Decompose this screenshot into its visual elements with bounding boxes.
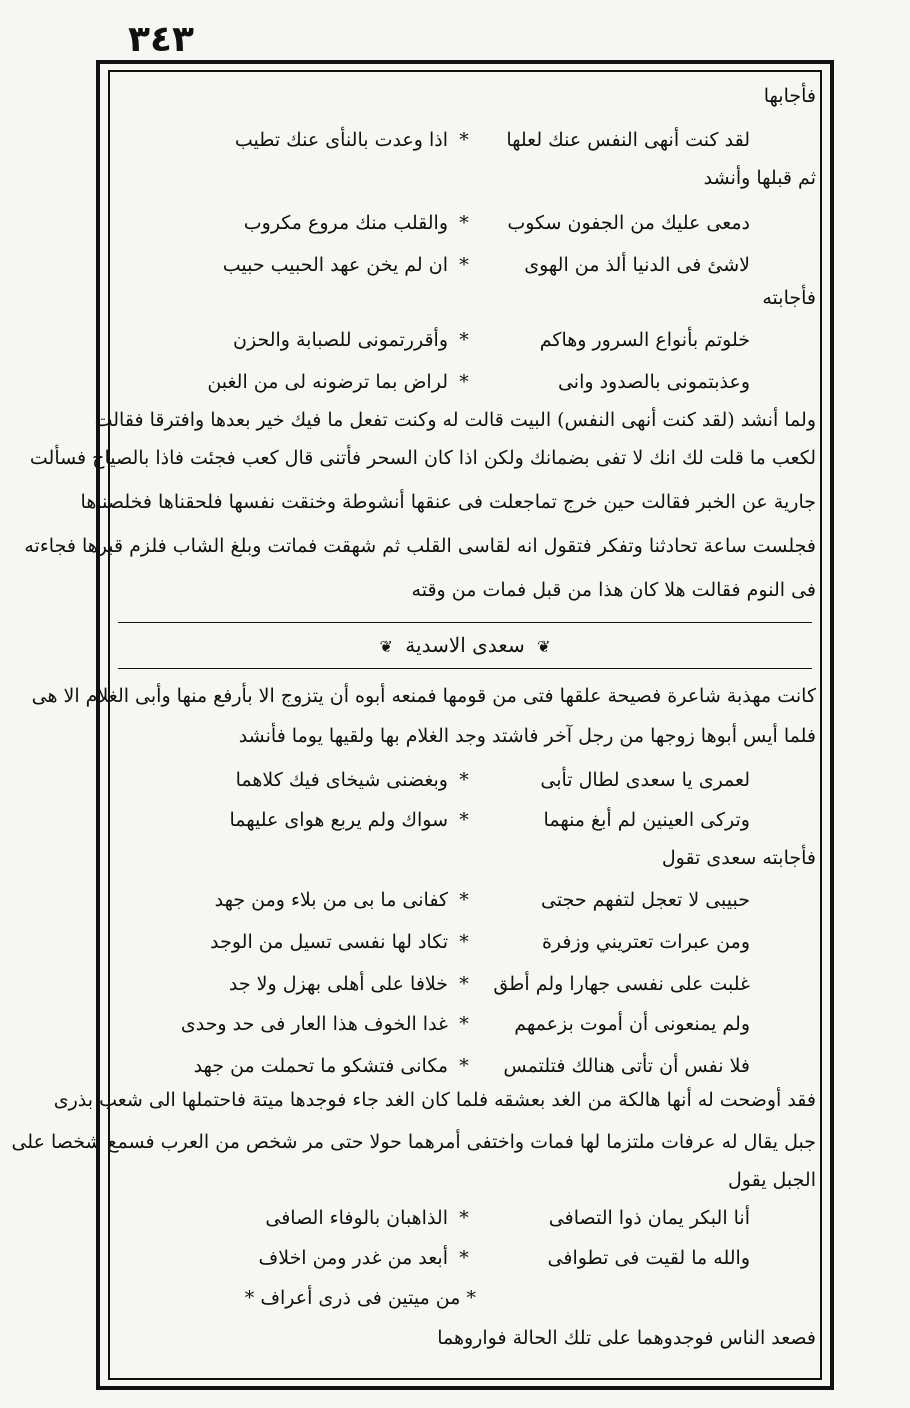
hemistich-first: لاشئ فى الدنيا ألذ من الهوى bbox=[524, 254, 750, 276]
hemistich-second: والقلب منك مروع مكروب bbox=[243, 212, 448, 234]
hemistich-first: أنا البكر يمان ذوا التصافى bbox=[548, 1207, 750, 1229]
prose-line: فقد أوضحت له أنها هالكة من الغد بعشقه فلما كان الغد جاء فوجدها ميتة فاحتملها الى شعب بذرى bbox=[53, 1089, 816, 1111]
section-heading bbox=[114, 632, 816, 658]
verse-separator: * bbox=[459, 889, 469, 911]
verse-line bbox=[114, 768, 816, 796]
ornament-icon: ❦ bbox=[379, 637, 393, 656]
hemistich-second: اذا وعدت بالنأى عنك تطيب bbox=[234, 129, 448, 151]
verse-line bbox=[114, 972, 816, 1000]
prose-line: فجلست ساعة تحادثنا وتفكر فتقول انه لقاسى القلب ثم شهقت فماتت وبلغ الشاب فلزم قبرها فجاءته bbox=[24, 535, 816, 557]
closing-line: فصعد الناس فوجدوهما على تلك الحالة فواروهما bbox=[437, 1327, 816, 1349]
page-content bbox=[11, 78, 816, 1378]
verse-separator: * bbox=[459, 1055, 469, 1077]
verse-line bbox=[114, 1012, 816, 1040]
hemistich-single: من ميتين فى ذرى أعراف bbox=[260, 1287, 461, 1309]
section-rule-bottom bbox=[118, 668, 812, 669]
verse-separator: * bbox=[244, 1287, 255, 1309]
ornament-icon: ❦ bbox=[537, 637, 551, 656]
prose-line: ولما أنشد (لقد كنت أنهى النفس) البيت قالت له وكنت تفعل ما فيك خير بعدها وافترقا فقالت bbox=[94, 409, 816, 431]
verse-line bbox=[114, 253, 816, 281]
hemistich-second: سواك ولم يربع هواى عليهما bbox=[229, 809, 448, 831]
prose-line: فى النوم فقالت هلا كان هذا من قبل فمات من وقته bbox=[411, 579, 816, 601]
verse-separator: * bbox=[459, 809, 469, 831]
intro-line: ثم قبلها وأنشد bbox=[703, 167, 816, 189]
hemistich-first: غلبت على نفسى جهارا ولم أطق bbox=[493, 973, 750, 995]
hemistich-first: دمعى عليك من الجفون سكوب bbox=[507, 212, 750, 234]
hemistich-first: لعمرى يا سعدى لطال تأبى bbox=[540, 769, 750, 791]
hemistich-second: تكاد لها نفسى تسيل من الوجد bbox=[210, 931, 448, 953]
hemistich-first: فلا نفس أن تأتى هنالك فتلتمس bbox=[503, 1055, 750, 1077]
hemistich-first: لقد كنت أنهى النفس عنك لعلها bbox=[506, 129, 750, 151]
verse-separator: * bbox=[459, 254, 469, 276]
page-number: ٣٤٣ bbox=[128, 19, 194, 60]
hemistich-second: كفانى ما بى من بلاء ومن جهد bbox=[214, 889, 448, 911]
verse-separator: * bbox=[459, 931, 469, 953]
prose-line: كانت مهذبة شاعرة فصيحة علقها فتى من قومها فمنعه أبوه أن يتزوج الا بأرفع منها وأبى الغلام الا هى bbox=[31, 685, 816, 707]
verse-separator: * bbox=[459, 1013, 469, 1035]
hemistich-first: وتركى العينين لم أبغ منهما bbox=[543, 809, 750, 831]
hemistich-second: أبعد من غدر ومن اخلاف bbox=[258, 1247, 448, 1269]
verse-separator: * bbox=[459, 1207, 469, 1229]
verse-line bbox=[114, 808, 816, 836]
verse-line bbox=[114, 211, 816, 239]
verse-separator: * bbox=[459, 769, 469, 791]
verse-separator: * bbox=[466, 1287, 476, 1309]
section-title: سعدى الاسدية bbox=[405, 633, 525, 657]
verse-line bbox=[114, 1246, 816, 1274]
verse-line bbox=[114, 128, 816, 156]
hemistich-first: وعذبتمونى بالصدود وانى bbox=[557, 371, 750, 393]
hemistich-second: غدا الخوف هذا العار فى حد وحدى bbox=[180, 1013, 448, 1035]
hemistich-second: وبغضنى شيخاى فيك كلاهما bbox=[235, 769, 448, 791]
hemistich-second: الذاهبان بالوفاء الصافى bbox=[265, 1207, 448, 1229]
verse-line-single bbox=[245, 1286, 476, 1311]
intro-line: فأجابته سعدى تقول bbox=[661, 847, 816, 869]
verse-line bbox=[114, 930, 816, 958]
section-rule-top bbox=[118, 622, 812, 623]
verse-line bbox=[114, 1054, 816, 1082]
verse-line bbox=[114, 888, 816, 916]
verse-separator: * bbox=[459, 129, 469, 151]
verse-separator: * bbox=[459, 973, 469, 995]
hemistich-second: وأقررتمونى للصبابة والحزن bbox=[233, 329, 448, 351]
hemistich-second: لراض بما ترضونه لى من الغبن bbox=[207, 371, 448, 393]
intro-line: فأجابها bbox=[763, 85, 816, 107]
prose-line: الجبل يقول bbox=[727, 1169, 816, 1191]
hemistich-first: ومن عبرات تعتريني وزفرة bbox=[541, 931, 750, 953]
verse-line bbox=[114, 370, 816, 398]
hemistich-first: حبيبى لا تعجل لتفهم حجتى bbox=[541, 889, 750, 911]
verse-separator: * bbox=[459, 1247, 469, 1269]
hemistich-first: ولم يمنعونى أن أموت بزعمهم bbox=[514, 1013, 750, 1035]
hemistich-second: مكانى فتشكو ما تحملت من جهد bbox=[193, 1055, 448, 1077]
intro-line: فأجابته bbox=[762, 287, 816, 309]
hemistich-second: خلافا على أهلى بهزل ولا جد bbox=[228, 973, 448, 995]
prose-line: فلما أيس أبوها زوجها من رجل آخر فاشتد وجد الغلام بها ولقيها يوما فأنشد bbox=[238, 725, 816, 747]
hemistich-first: والله ما لقيت فى تطوافى bbox=[547, 1247, 750, 1269]
verse-separator: * bbox=[459, 212, 469, 234]
prose-line: جارية عن الخبر فقالت حين خرج تماجعلت فى عنقها أنشوطة وخنقت نفسها فلحقناها فخلصناها bbox=[80, 491, 816, 513]
verse-line bbox=[114, 328, 816, 356]
hemistich-first: خلوتم بأنواع السرور وهاكم bbox=[539, 329, 750, 351]
verse-separator: * bbox=[459, 371, 469, 393]
hemistich-second: ان لم يخن عهد الحبيب حبيب bbox=[222, 254, 448, 276]
prose-line: لكعب ما قلت لك انك لا تفى بضمانك ولكن اذا كان السحر فأتنى قال كعب فجئت فاذا بالصياح فسألت bbox=[29, 447, 816, 469]
prose-line: جبل يقال له عرفات ملتزما لها فمات واختفى أمرهما حولا حتى مر شخص من العرب فسمع شخصا على bbox=[11, 1131, 816, 1153]
verse-line bbox=[114, 1206, 816, 1234]
verse-separator: * bbox=[459, 329, 469, 351]
